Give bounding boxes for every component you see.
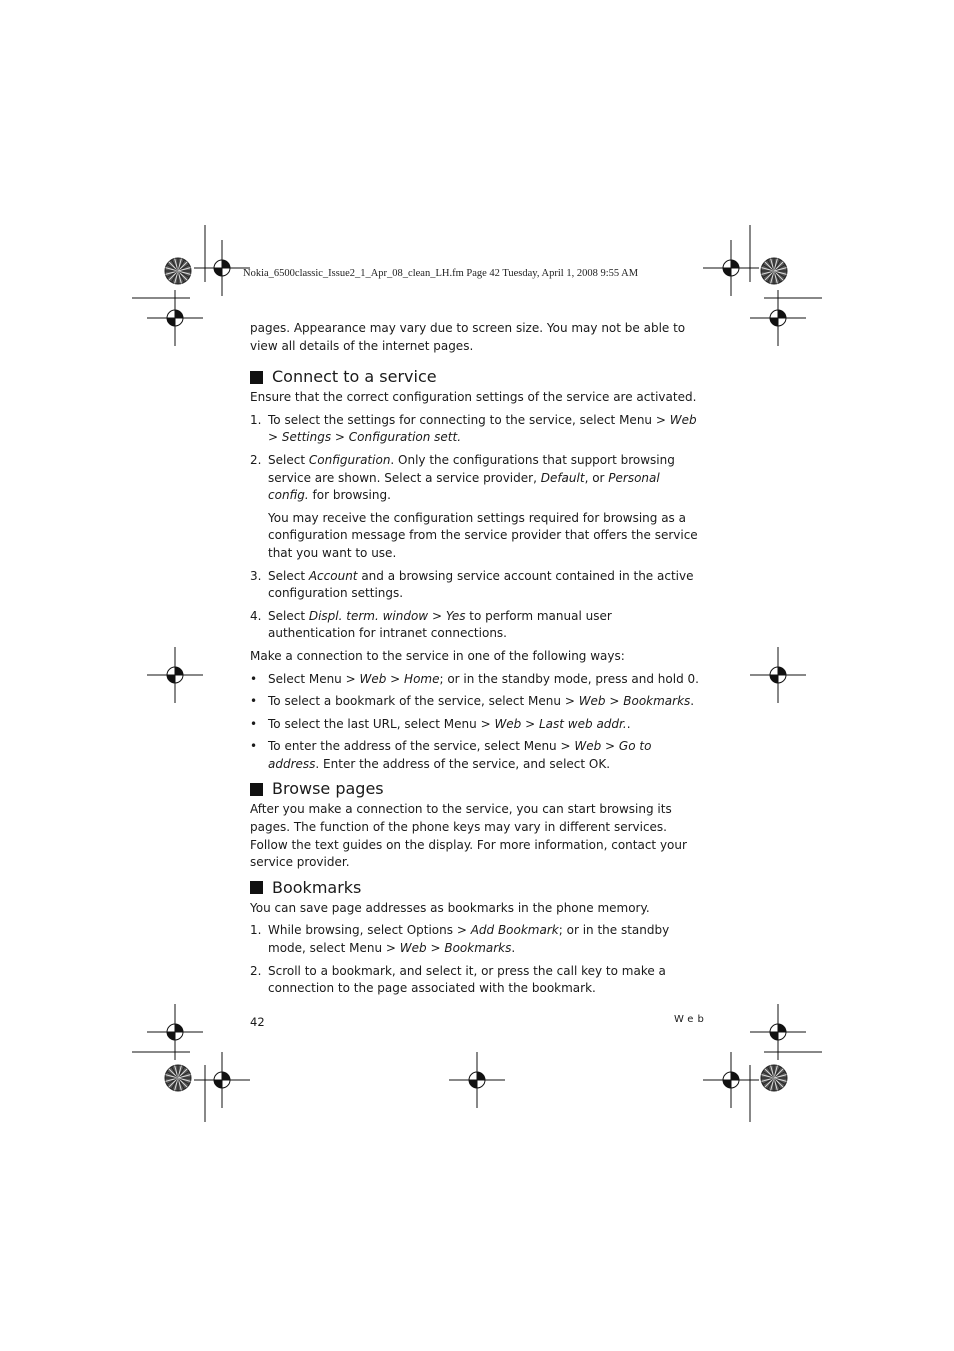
- crosshair-quadrant: [222, 260, 230, 268]
- crosshair-quadrant: [778, 667, 786, 675]
- crosshair-quadrant: [770, 1032, 778, 1040]
- crosshair-quadrant: [175, 667, 183, 675]
- crosshair-quadrant: [770, 675, 778, 683]
- page-body: [250, 320, 702, 1003]
- bookmarks-steps: [250, 922, 702, 997]
- crosshair-quadrant: [469, 1080, 477, 1088]
- list-item: 2. Select Configuration. Only the configurations that support browsing service are shown. Select a service provider, Default, or Personal config. for browsing. You may receive the configuration settings required for browsing as a configuration message from the service provider that offers the service that you want to use.: [250, 452, 702, 563]
- crosshair-quadrant: [778, 1024, 786, 1032]
- heading-bookmarks: Bookmarks: [250, 878, 702, 898]
- ways-list: [250, 671, 702, 774]
- list-item-note: You may receive the configuration settings required for browsing as a configuration message from the service provider that offers the service that you want to use.: [268, 510, 698, 560]
- crosshair-quadrant: [175, 310, 183, 318]
- connect-steps: [250, 412, 702, 643]
- crosshair-quadrant: [770, 318, 778, 326]
- print-slug-line: Nokia_6500classic_Issue2_1_Apr_08_clean_LH.fm Page 42 Tuesday, April 1, 2008 9:55 AM: [243, 268, 639, 279]
- crosshair-quadrant: [778, 310, 786, 318]
- page-number: 42: [250, 1015, 265, 1029]
- crosshair-quadrant: [214, 1080, 222, 1088]
- crosshair-quadrant: [731, 260, 739, 268]
- crosshair-quadrant: [723, 268, 731, 276]
- list-item: 1. To select the settings for connecting to the service, select Menu > Web > Settings > Configuration sett.: [250, 412, 697, 445]
- heading-connect-to-a-service: Connect to a service: [250, 367, 702, 387]
- crosshair-quadrant: [214, 268, 222, 276]
- list-item: • Select Menu > Web > Home; or in the standby mode, press and hold 0.: [250, 671, 699, 686]
- list-item: 2. Scroll to a bookmark, and select it, or press the call key to make a connection to the page associated with the bookmark.: [250, 963, 666, 996]
- crosshair-quadrant: [175, 1024, 183, 1032]
- list-item: • To select a bookmark of the service, select Menu > Web > Bookmarks.: [250, 694, 695, 709]
- heading-square-icon: [250, 371, 263, 384]
- crosshair-quadrant: [167, 675, 175, 683]
- crosshair-quadrant: [477, 1072, 485, 1080]
- list-item: • To select the last URL, select Menu > Web > Last web addr..: [250, 716, 631, 731]
- intro-paragraph: pages. Appearance may vary due to screen size. You may not be able to view all details of the internet pages.: [250, 321, 686, 353]
- crosshair-quadrant: [723, 1080, 731, 1088]
- connect-lead: Ensure that the correct configuration settings of the service are activated.: [250, 390, 697, 405]
- heading-square-icon: [250, 881, 263, 894]
- crosshair-quadrant: [731, 1072, 739, 1080]
- crosshair-quadrant: [167, 318, 175, 326]
- ways-lead: Make a connection to the service in one of the following ways:: [250, 648, 625, 663]
- heading-square-icon: [250, 783, 263, 796]
- list-item: 3. Select Account and a browsing service account contained in the active configuration settings.: [250, 568, 694, 601]
- list-item: 4. Select Displ. term. window > Yes to perform manual user authentication for intranet connections.: [250, 608, 612, 641]
- bookmarks-lead: You can save page addresses as bookmarks in the phone memory.: [250, 900, 650, 915]
- browse-paragraph: After you make a connection to the service, you can start browsing its pages. The function of the phone keys may vary in different services. Follow the text guides on the display. For more information, contact your service provider.: [250, 802, 687, 870]
- heading-browse-pages: Browse pages: [250, 779, 702, 799]
- running-head: Web: [674, 1014, 708, 1025]
- list-item: • To enter the address of the service, select Menu > Web > Go to address. Enter the address of the service, and select OK.: [250, 739, 652, 771]
- crosshair-quadrant: [222, 1072, 230, 1080]
- list-item: 1. While browsing, select Options > Add Bookmark; or in the standby mode, select Menu > Web > Bookmarks.: [250, 923, 670, 956]
- crosshair-quadrant: [167, 1032, 175, 1040]
